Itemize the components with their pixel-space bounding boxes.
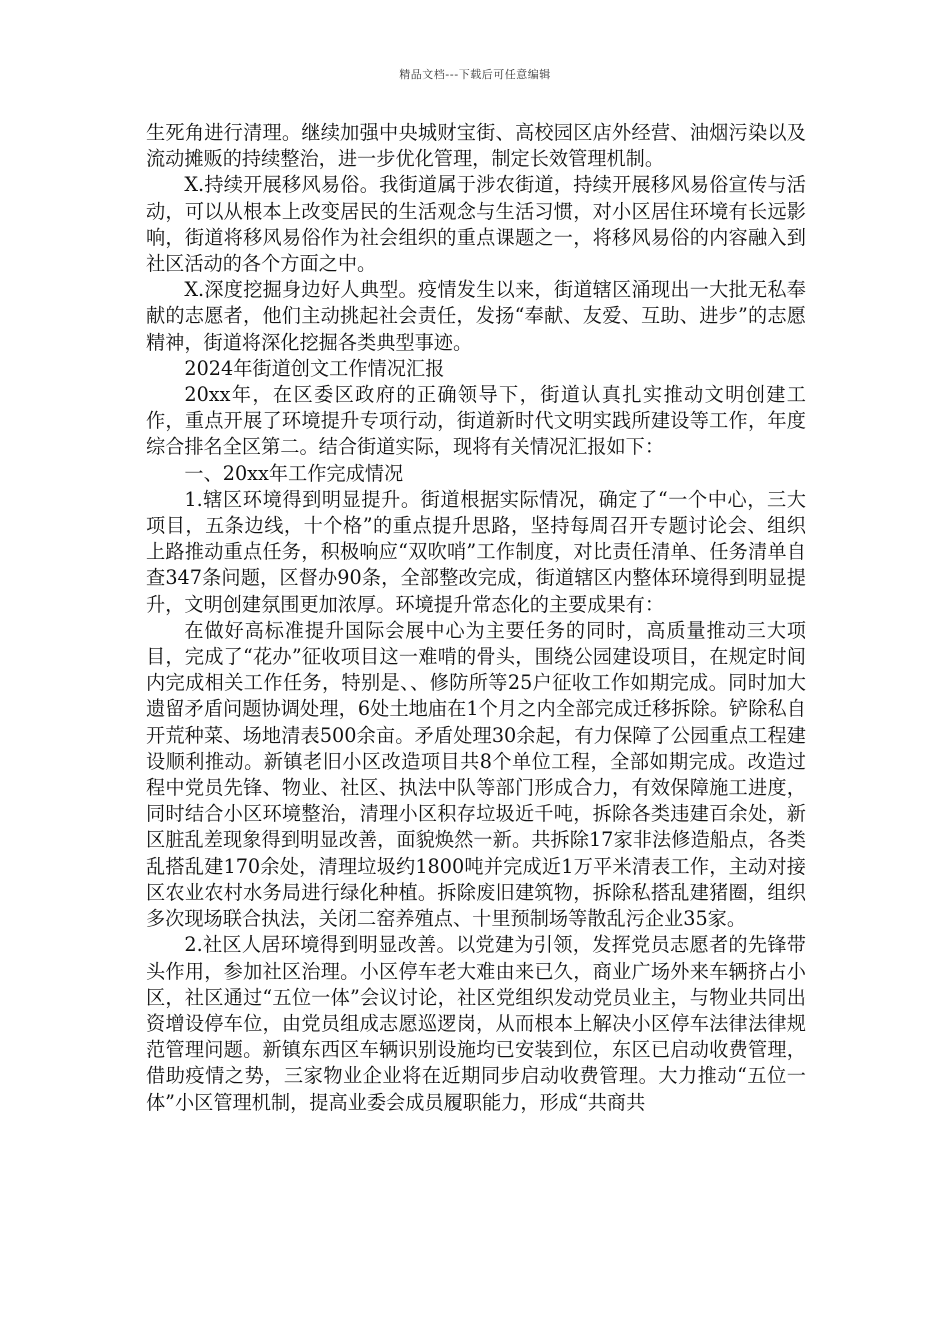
document-body [146, 120, 806, 1116]
report-title: 2024年街道创文工作情况汇报 [184, 356, 445, 380]
paragraph-intro: 20xx年，在区委区政府的正确领导下，街道认真扎实推动文明创建工作，重点开展了环境提升专项行动，街道新时代文明实践所建设等工作，年度综合排名全区第二。结合街道实际，现将有关情况汇报如下： [146, 383, 806, 459]
page-header: 精品文档---下载后可任意编辑 [399, 68, 551, 81]
paragraph-customs-reform: X.持续开展移风易俗。我街道属于涉农街道，持续开展移风易俗宣传与活动，可以从根本上改变居民的生活观念与生活习惯，对小区居住环境有长远影响，街道将移风易俗作为社会组织的重点课题之一，将移风易俗的内容融入到社区活动的各个方面之中。 [146, 173, 806, 276]
paragraph-environment: 1.辖区环境得到明显提升。街道根据实际情况，确定了“一个中心，三大项目，五条边线，十个格”的重点提升思路，坚持每周召开专题讨论会、组织上路推动重点任务，积极响应“双吹哨”工作制度，对比责任清单、任务清单自查347条问题，区督办90条，全部整改完成，街道辖区内整体环境得到明显提升，文明创建氛围更加浓厚。环境提升常态化的主要成果有： [146, 487, 806, 616]
paragraph-community: 2.社区人居环境得到明显改善。以党建为引领，发挥党员志愿者的先锋带头作用，参加社区治理。小区停车老大难由来已久，商业广场外来车辆挤占小区，社区通过“五位一体”会议讨论，社区党组织发动党员业主，与物业共同出资增设停车位，由党员组成志愿巡逻岗，从而根本上解决小区停车法律法律规范管理问题。新镇东西区车辆识别设施均已安装到位，东区已启动收费管理，借助疫情之势，三家物业企业将在近期同步启动收费管理。大力推动“五位一体”小区管理机制，提高业委会成员履职能力，形成“共商共 [146, 933, 806, 1114]
paragraph-projects: 在做好高标准提升国际会展中心为主要任务的同时，高质量推动三大项目，完成了“花办”征收项目这一难啃的骨头，围绕公园建设项目，在规定时间内完成相关工作任务，特别是、、修防所等25户征收工作如期完成。同时加大遗留矛盾问题协调处理，6处土地庙在1个月之内全部完成迁移拆除。铲除私自开荒种菜、场地清表500余亩。矛盾处理30余起，有力保障了公园重点工程建设顺利推动。新镇老旧小区改造项目共8个单位工程，全部如期完成。改造过程中党员先锋、物业、社区、执法中队等部门形成合力，有效保障施工进度，同时结合小区环境整治，清理小区积存垃圾近千吨，拆除各类违建百余处，新区脏乱差现象得到明显改善，面貌焕然一新。共拆除17家非法修造船点，各类乱搭乱建170余处，清理垃圾约1800吨并完成近1万平米清表工作，主动对接区农业农村水务局进行绿化种植。拆除废旧建筑物，拆除私搭乱建猪圈，组织多次现场联合执法，关闭二窑养殖点、十里预制场等散乱污企业35家。 [146, 618, 806, 931]
section-heading: 一、20xx年工作完成情况 [184, 461, 404, 485]
paragraph-continuation: 生死角进行清理。继续加强中央城财宝街、高校园区店外经营、油烟污染以及流动摊贩的持续整治，进一步优化管理，制定长效管理机制。 [146, 121, 806, 171]
paragraph-good-people: X.深度挖掘身边好人典型。疫情发生以来，街道辖区涌现出一大批无私奉献的志愿者，他们主动挑起社会责任，发扬“奉献、友爱、互助、进步”的志愿精神，街道将深化挖掘各类典型事迹。 [146, 278, 806, 354]
